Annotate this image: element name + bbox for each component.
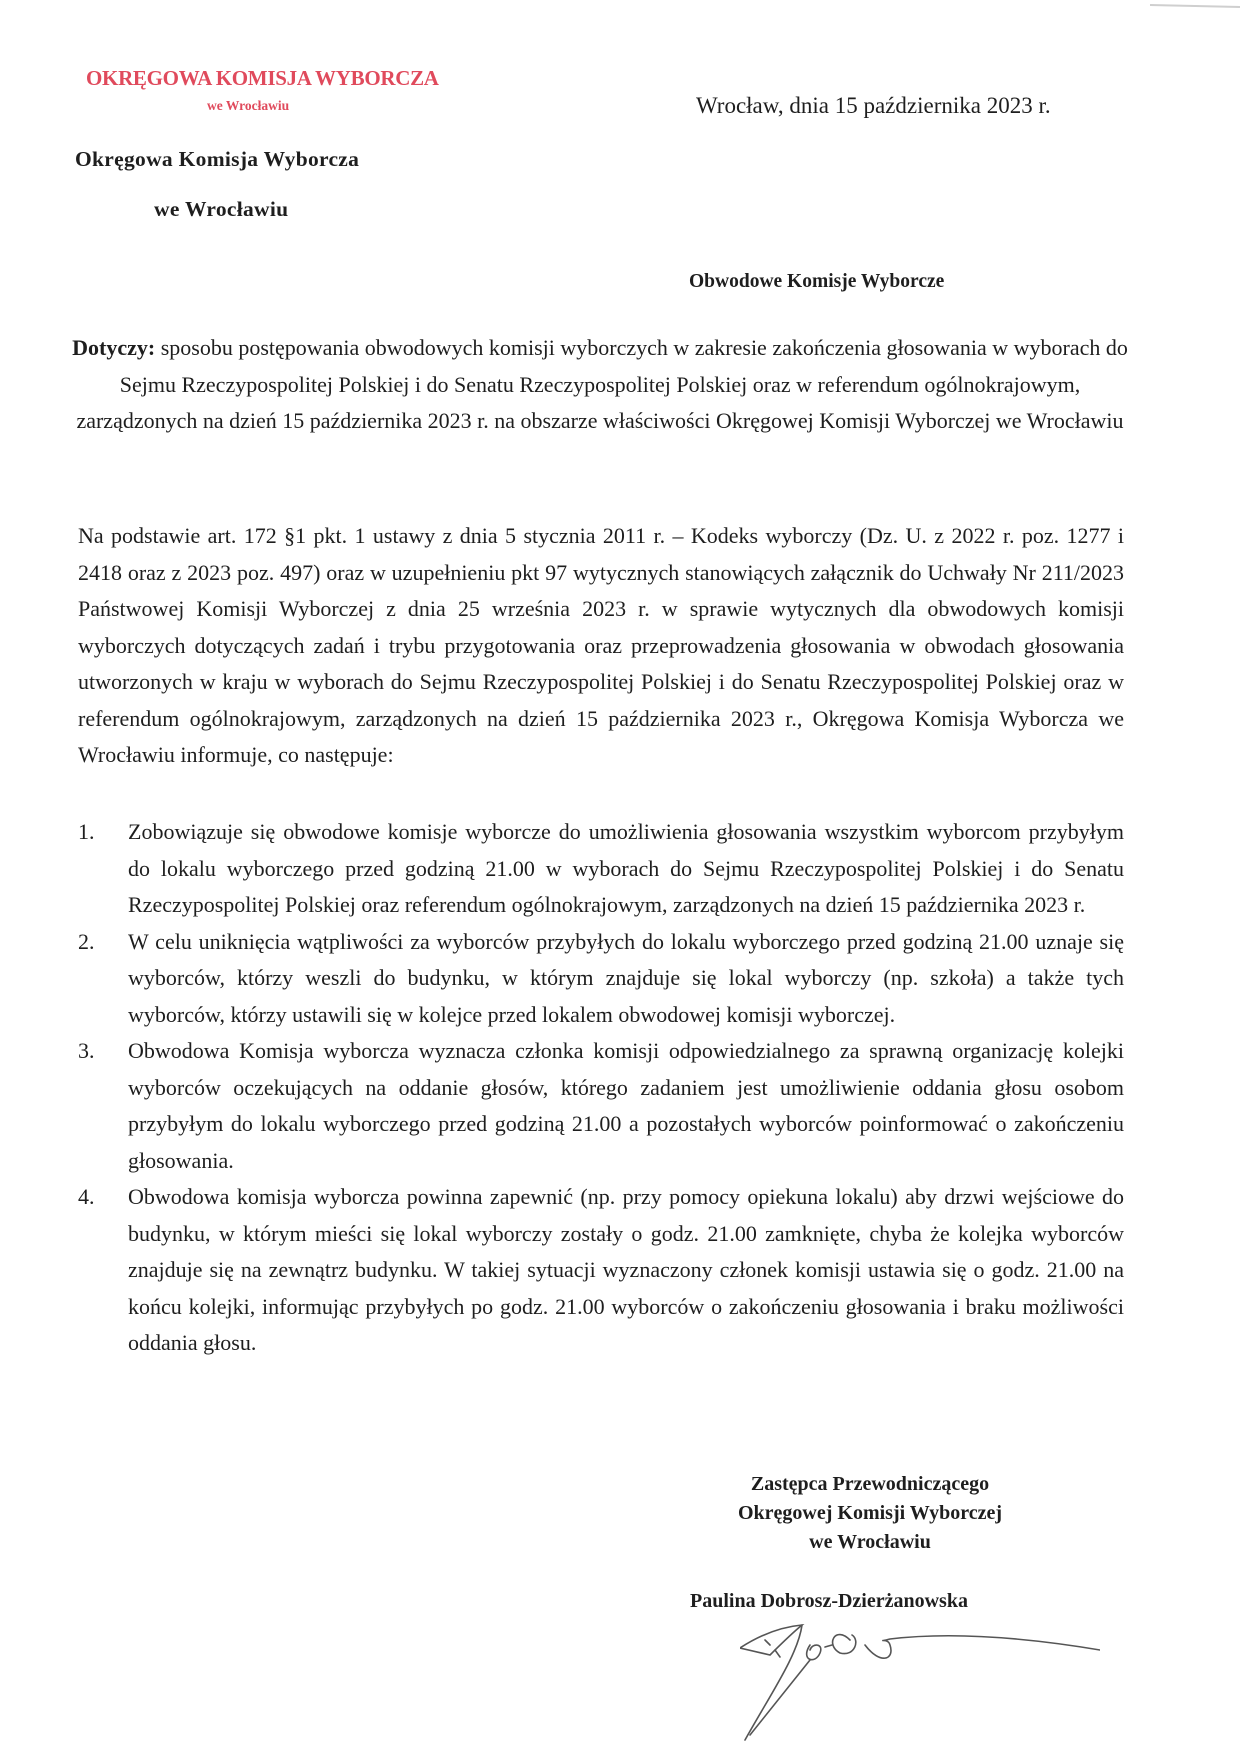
list-item-number: 1. <box>78 819 95 844</box>
stamp-subtitle: we Wrocławiu <box>207 98 290 113</box>
list-item-text: Obwodowa Komisja wyborcza wyznacza członka komisji odpowiedzialnego za sprawną organizację kolejki wyborców oczekujących na oddanie głosów, którego zadaniem jest umożliwienie oddania głosu osobom przybyłym do lokalu wyborczego przed godziną 21.00 a pozostałych wyborców poinformować o zakończeniu głosowania. <box>128 1038 1124 1173</box>
stamp-title: OKRĘGOWA KOMISJA WYBORCZA <box>86 66 439 90</box>
signatory-title-line-1: Zastępca Przewodniczącego <box>750 1473 990 1495</box>
subject <box>70 330 1130 440</box>
subject-label: Dotyczy: <box>72 335 156 360</box>
signatory-title <box>660 1470 1080 1557</box>
list-item-text: W celu uniknięcia wątpliwości za wyborców przybyłych do lokalu wyborczego przed godziną 21.00 uznaje się wyborców, którzy weszli do budynku, w którym znajduje się lokal wyborczy (np. szkoła) a także tych wyborców, którzy ustawili się w kolejce przed lokalem obwodowej komisji wyborczej. <box>128 928 1124 1027</box>
list-item <box>78 1033 1124 1179</box>
list-item-number: 2. <box>78 928 95 954</box>
signatory-name: Paulina Dobrosz-Dzierżanowska <box>690 1590 968 1612</box>
list-item <box>78 924 1124 1034</box>
numbered-list <box>78 814 1124 1362</box>
sender-line-2: we Wrocławiu <box>154 197 289 221</box>
signatory-title-line-2: Okręgowej Komisji Wyborczej <box>737 1502 1002 1524</box>
signatory-title-line-3: we Wrocławiu <box>809 1531 931 1553</box>
list-item-number: 3. <box>78 1038 95 1063</box>
list-item <box>78 1179 1124 1362</box>
recipient: Obwodowe Komisje Wyborcze <box>689 271 945 292</box>
handwritten-signature <box>740 1615 1100 1745</box>
list-item <box>78 814 1124 924</box>
body-paragraph: Na podstawie art. 172 §1 pkt. 1 ustawy z dnia 5 stycznia 2011 r. – Kodeks wyborczy (Dz. U. z 2022 r. poz. 1277 i 2418 oraz z 2023 poz. 497) oraz w uzupełnieniu pkt 97 wytycznych stanowiących załącznik do Uchwały Nr 211/2023 Państwowej Komisji Wyborczej z dnia 25 września 2023 r. w sprawie wytycznych dla obwodowych komisji wyborczych dotyczących zadań i trybu przygotowania oraz przeprowadzenia głosowania w obwodach głosowania utworzonych w kraju w wyborach do Sejmu Rzeczypospolitej Polskiej i do Senatu Rzeczypospolitej Polskiej oraz w referendum ogólnokrajowym, zarządzonych na dzień 15 października 2023 r., Okręgowa Komisja Wyborcza we Wrocławiu informuje, co następuje: <box>78 523 1124 767</box>
sender-line-1: Okręgowa Komisja Wyborcza <box>75 147 360 171</box>
scan-edge-mark <box>1150 0 1240 10</box>
list-item-text: Zobowiązuje się obwodowe komisje wyborcze do umożliwienia głosowania wszystkim wyborcom przybyłym do lokalu wyborczego przed godziną 21.00 w wyborach do Sejmu Rzeczypospolitej Polskiej i do Senatu Rzeczypospolitej Polskiej oraz referendum ogólnokrajowym, zarządzonych na dzień 15 października 2023 r. <box>128 819 1124 917</box>
list-item-number: 4. <box>78 1184 95 1209</box>
list-item-text: Obwodowa komisja wyborcza powinna zapewnić (np. przy pomocy opiekuna lokalu) aby drzwi wejściowe do budynku, w którym mieści się lokal wyborczy zostały o godz. 21.00 zamknięte, chyba że kolejka wyborców znajduje się na zewnątrz budynku. W takiej sytuacji wyznaczony członek komisji ustawia się o godz. 21.00 na końcu kolejki, informując przybyłych po godz. 21.00 wyborców o zakończeniu głosowania i braku możliwości oddania głosu. <box>128 1184 1124 1355</box>
subject-text: sposobu postępowania obwodowych komisji wyborczych w zakresie zakończenia głosowania w wyborach do Sejmu Rzeczypospolitej Polskiej i do Senatu Rzeczypospolitej Polskiej oraz w referendum ogólnokrajowym, zarządzonych na dzień 15 października 2023 r. na obszarze właściwości Okręgowej Komisji Wyborczej we Wrocławiu <box>76 335 1128 433</box>
document-date: Wrocław, dnia 15 października 2023 r. <box>696 93 1051 118</box>
